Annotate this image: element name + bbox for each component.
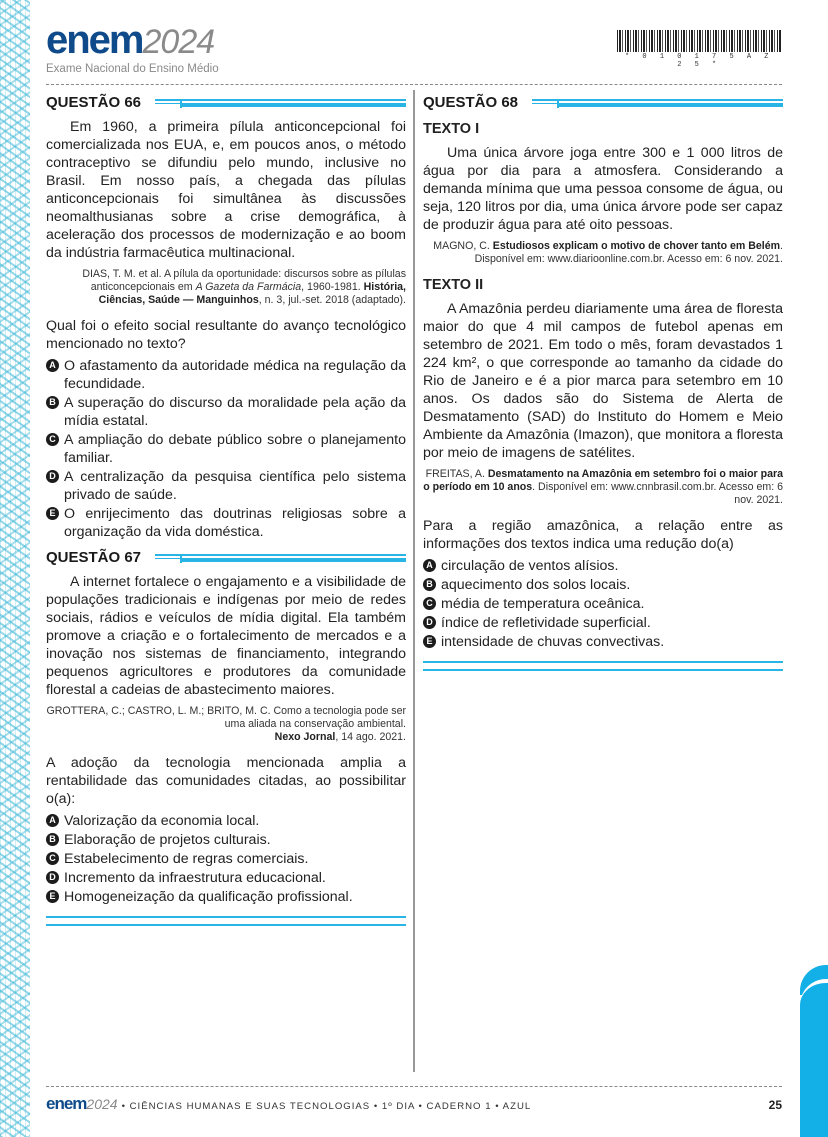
- question-bar-decoration: [155, 552, 406, 564]
- option-text: Elaboração de projetos culturais.: [64, 832, 271, 848]
- option-letter-badge: D: [46, 470, 59, 483]
- barcode: [617, 30, 781, 52]
- question-title: QUESTÃO 66: [46, 94, 142, 111]
- source-text: FREITAS, A.: [425, 468, 488, 480]
- option-letter-badge: B: [423, 578, 436, 591]
- option-letter-badge: B: [46, 396, 59, 409]
- page-number: 25: [768, 1098, 782, 1112]
- question-text: Em 1960, a primeira pílula anticoncepcional foi comercializada nos EUA, e, em poucos anos, o método contraceptivo se difundiu pelo mundo, inclusive no Brasil. Em nosso país, a chegada das pílulas anticoncepcionais foi simultânea às discussões neomalthusianas sobre a crise demográfica, à aceleração dos processos de modernização e ao boom da indústria farmacêutica multinacional.: [46, 119, 406, 261]
- option-c[interactable]: [423, 595, 783, 613]
- option-text: Homogeneização da qualificação profissional.: [64, 889, 353, 905]
- option-text: média de temperatura oceânica.: [441, 596, 645, 612]
- source-bold: Nexo Jornal: [274, 731, 336, 743]
- source-text: DIAS, T. M. et al. A pílula da oportunidade: discursos sobre as pílulas anticoncepcionais em: [82, 268, 406, 293]
- option-a[interactable]: [46, 812, 406, 830]
- option-d[interactable]: [46, 869, 406, 887]
- source-bold: Desmatamento na Amazônia em setembro foi o maior para o período em 10 anos: [423, 468, 783, 493]
- texto-2-source: [423, 468, 783, 507]
- source-italic: A Gazeta da Farmácia: [195, 281, 302, 293]
- source-bold: Estudiosos explicam o motivo de chover tanto em Belém: [492, 240, 781, 252]
- texto-1-source: [423, 240, 783, 266]
- question-source: [46, 268, 406, 307]
- option-d[interactable]: [46, 468, 406, 504]
- footer-text: • CIÊNCIAS HUMANAS E SUAS TECNOLOGIAS • 1º DIA • CADERNO 1 • AZUL: [121, 1101, 532, 1112]
- option-b[interactable]: [46, 394, 406, 430]
- option-text: circulação de ventos alísios.: [441, 558, 619, 574]
- option-b[interactable]: [423, 576, 783, 594]
- option-c[interactable]: [46, 850, 406, 868]
- option-text: A ampliação do debate público sobre o planejamento familiar.: [64, 432, 406, 466]
- option-b[interactable]: [46, 831, 406, 849]
- option-letter-badge: C: [46, 433, 59, 446]
- option-letter-badge: B: [46, 833, 59, 846]
- source-text: , n. 3, jul.-set. 2018 (adaptado).: [258, 294, 406, 306]
- texto-1-heading: TEXTO I: [423, 121, 480, 137]
- option-letter-badge: A: [46, 814, 59, 827]
- option-c[interactable]: [46, 431, 406, 467]
- option-a[interactable]: [46, 357, 406, 393]
- question-title: QUESTÃO 68: [423, 94, 519, 111]
- option-text: O afastamento da autoridade médica na regulação da fecundidade.: [64, 358, 406, 392]
- footer-rule: [46, 1086, 782, 1088]
- option-text: aquecimento dos solos locais.: [441, 577, 631, 593]
- question-66: [46, 94, 406, 541]
- option-letter-badge: C: [423, 597, 436, 610]
- question-prompt: Para a região amazônica, a relação entre as informações dos textos indica uma redução do(a): [423, 518, 783, 552]
- page-footer: [46, 1094, 782, 1114]
- question-bar-decoration: [532, 97, 783, 109]
- question-text: A internet fortalece o engajamento e a visibilidade de populações tradicionais e indígenas por meio de redes sociais, rádios e veículos de mídia digital. Ela também promove a criação e o fortalecimento de mercados e a inovação nos sistemas de financiamento, integrando pequenos agricultores e produtores da comunidade florestal a cadeias de abastecimento maiores.: [46, 574, 406, 698]
- option-e[interactable]: [46, 888, 406, 906]
- barcode-number: * 0 1 0 1 7 5 A Z 2 5 *: [625, 53, 773, 69]
- source-bold: História, Ciências, Saúde — Manguinhos: [98, 281, 406, 306]
- left-column: [46, 94, 406, 926]
- side-tab-decoration: [800, 965, 828, 1137]
- question-header: [46, 94, 406, 112]
- question-source: [46, 705, 406, 744]
- question-prompt: Qual foi o efeito social resultante do avanço tecnológico mencionado no texto?: [46, 318, 406, 352]
- option-text: Valorização da economia local.: [64, 813, 260, 829]
- option-text: O enrijecimento das doutrinas religiosas sobre a organização da vida doméstica.: [64, 506, 406, 540]
- question-67: [46, 549, 406, 926]
- question-header: [423, 94, 783, 112]
- option-letter-badge: C: [46, 852, 59, 865]
- question-end-bar: [46, 916, 406, 926]
- option-letter-badge: E: [423, 635, 436, 648]
- option-text: intensidade de chuvas convectivas.: [441, 634, 665, 650]
- question-header: [46, 549, 406, 567]
- option-text: A centralização da pesquisa científica pelo sistema privado de saúde.: [64, 469, 406, 503]
- option-text: A superação do discurso da moralidade pela ação da mídia estatal.: [64, 395, 406, 429]
- logo-word: enem: [46, 18, 143, 62]
- question-end-bar: [423, 661, 783, 671]
- option-letter-badge: A: [46, 359, 59, 372]
- option-text: Estabelecimento de regras comerciais.: [64, 851, 309, 867]
- logo-year: 2024: [142, 23, 215, 61]
- source-text: , 14 ago. 2021.: [335, 731, 406, 743]
- footer-logo-word: enem: [46, 1094, 87, 1113]
- decorative-border-pattern: [0, 0, 30, 1137]
- option-letter-badge: A: [423, 559, 436, 572]
- option-e[interactable]: [46, 505, 406, 541]
- option-d[interactable]: [423, 614, 783, 632]
- right-column: [423, 94, 783, 671]
- logo-subtitle: Exame Nacional do Ensino Médio: [46, 63, 219, 75]
- footer-logo-year: 2024: [86, 1096, 118, 1112]
- option-text: Incremento da infraestrutura educacional.: [64, 870, 326, 886]
- column-divider: [413, 90, 415, 1072]
- question-prompt: A adoção da tecnologia mencionada amplia a rentabilidade das comunidades citadas, ao possibilitar o(a):: [46, 755, 406, 807]
- option-letter-badge: D: [46, 871, 59, 884]
- option-a[interactable]: [423, 557, 783, 575]
- question-bar-decoration: [155, 97, 406, 109]
- texto-2-heading: TEXTO II: [423, 277, 484, 293]
- option-letter-badge: E: [46, 507, 59, 520]
- option-e[interactable]: [423, 633, 783, 651]
- source-text: GROTTERA, C.; CASTRO, L. M.; BRITO, M. C. Como a tecnologia pode ser uma aliada na conservação ambiental.: [46, 705, 406, 730]
- option-text: índice de refletividade superficial.: [441, 615, 651, 631]
- source-text: . Disponível em: www.diarioonline.com.br. Acesso em: 6 nov. 2021.: [474, 240, 783, 265]
- option-letter-badge: D: [423, 616, 436, 629]
- source-text: . Disponível em: www.cnnbrasil.com.br. Acesso em: 6 nov. 2021.: [532, 481, 783, 506]
- question-title: QUESTÃO 67: [46, 549, 142, 566]
- source-text: MAGNO, C.: [433, 240, 493, 252]
- texto-1: Uma única árvore joga entre 300 e 1 000 litros de água por dia para a atmosfera. Considerando a demanda mínima que uma pessoa consome de água, ou seja, 120 litros por dia, uma única árvore pode ser capaz de produzir água para até oito pessoas.: [423, 145, 783, 233]
- question-68: [423, 94, 783, 671]
- enem-logo: [46, 18, 219, 75]
- option-letter-badge: E: [46, 890, 59, 903]
- texto-2: A Amazônia perdeu diariamente uma área de floresta maior do que 4 mil campos de futebol apenas em setembro de 2021. Em todo o mês, foram devastados 1 224 km², o que corresponde ao tamanho da cidade do Rio de Janeiro e é a pior marca para setembro em 10 anos. Os dados são do Sistema de Alerta de Desmatamento (SAD) do Instituto do Homem e Meio Ambiente da Amazônia (Imazon), que monitora a floresta por meio de imagens de satélites.: [423, 301, 783, 461]
- source-text: , 1960-1981.: [301, 281, 364, 293]
- header-rule: [46, 84, 782, 86]
